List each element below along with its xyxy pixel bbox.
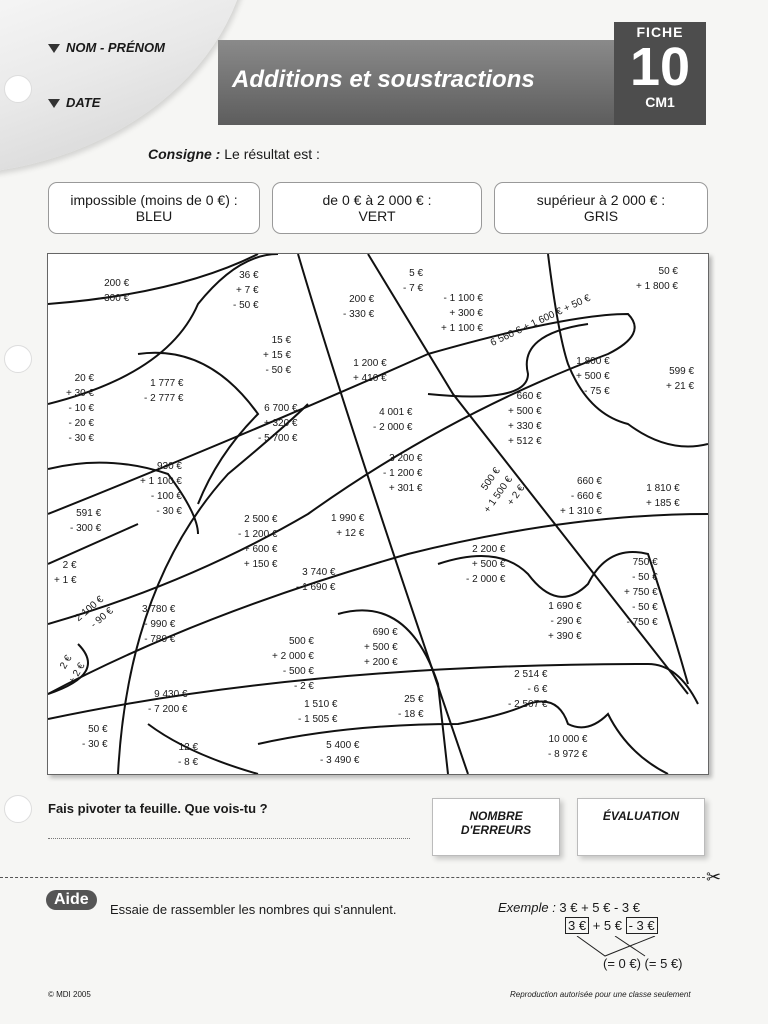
instruction: Consigne : Le résultat est : — [148, 146, 320, 162]
puzzle-cell: 9 430 € - 7 200 € — [148, 689, 188, 715]
puzzle-cell: 10 000 € - 8 972 € — [548, 734, 588, 760]
evaluation-box[interactable]: ÉVALUATION — [577, 798, 705, 856]
puzzle-cell: 50 € + 1 800 € — [636, 266, 678, 292]
puzzle-cell: 1 200 € + 410 € — [353, 358, 387, 384]
puzzle-cell: 500 € + 1 500 € + 2 € — [479, 465, 528, 516]
fiche-label: FICHE — [636, 24, 684, 40]
coloring-puzzle — [47, 253, 709, 775]
puzzle-cell: 1 510 € - 1 505 € — [298, 699, 338, 725]
puzzle-cell: 12 € - 8 € — [178, 742, 199, 768]
puzzle-cell: 2 € + 2 € — [58, 653, 88, 686]
help-text: Essaie de rassembler les nombres qui s'annulent. — [110, 902, 397, 917]
date-field-label: DATE — [48, 95, 100, 110]
puzzle-cell: 4 001 € - 2 000 € — [373, 407, 413, 433]
puzzle-cell: 1 800 € + 500 € - 75 € — [576, 356, 610, 397]
triangle-icon — [48, 99, 60, 108]
scissors-icon: ✂ — [706, 867, 722, 887]
puzzle-cell: 930 € + 1 100 € - 100 € - 30 € — [140, 461, 182, 517]
reproduction-notice: Reproduction autorisée pour une classe seulement — [510, 990, 691, 999]
binder-hole — [4, 795, 32, 823]
puzzle-cell: 200 € - 330 € — [343, 294, 375, 320]
puzzle-cell: 2 € + 1 € — [54, 560, 77, 586]
puzzle-cell: 3 780 € - 990 € - 780 € — [142, 604, 176, 645]
legend-green: de 0 € à 2 000 € : VERT — [272, 182, 482, 234]
example-expression: Exemple : 3 € + 5 € - 3 € — [498, 900, 641, 915]
puzzle-cell: 5 € - 7 € — [403, 268, 424, 294]
puzzle-cell: 200 € - 300 € — [98, 278, 130, 304]
example-result: (= 0 €) (= 5 €) — [603, 956, 683, 971]
puzzle-cell: 6 700 € + 320 € - 5 700 € — [258, 403, 298, 444]
puzzle-cell: 2 500 € - 1 200 € + 600 € + 150 € — [238, 514, 278, 570]
fiche-number: 10 — [629, 37, 691, 97]
puzzle-cell: 3 200 € - 1 200 € + 301 € — [383, 453, 423, 494]
legend-grey: supérieur à 2 000 € : GRIS — [494, 182, 708, 234]
puzzle-cell: 36 € + 7 € - 50 € — [233, 270, 259, 311]
puzzle-cell: 2 200 € + 500 € - 2 000 € — [466, 544, 506, 585]
puzzle-cell: 2 514 € - 6 € - 2 507 € — [508, 669, 548, 710]
legend-blue: impossible (moins de 0 €) : BLEU — [48, 182, 260, 234]
rotate-question: Fais pivoter ta feuille. Que vois-tu ? — [48, 801, 268, 816]
puzzle-cell: 5 400 € - 3 490 € — [320, 740, 360, 766]
puzzle-cell: 6 560 € + 1 600 € + 50 € — [488, 292, 593, 349]
puzzle-cell: 660 € + 500 € + 330 € + 512 € — [508, 391, 542, 447]
puzzle-cell: 500 € + 2 000 € - 500 € - 2 € — [272, 636, 314, 692]
triangle-icon — [48, 44, 60, 53]
puzzle-cell: 1 990 € + 12 € — [331, 513, 365, 539]
puzzle-cell: 1 777 € - 2 777 € — [144, 378, 184, 404]
puzzle-cell: 25 € - 18 € — [398, 694, 424, 720]
name-field-label: NOM - PRÉNOM — [48, 40, 165, 55]
puzzle-cell: 15 € + 15 € - 50 € — [263, 335, 292, 376]
puzzle-cell: 591 € - 300 € — [70, 508, 102, 534]
cut-line — [0, 877, 705, 878]
binder-hole — [4, 75, 32, 103]
binder-hole — [4, 345, 32, 373]
copyright: © MDI 2005 — [48, 990, 91, 999]
puzzle-cell: 690 € + 500 € + 200 € — [364, 627, 398, 668]
help-badge: Aide — [46, 890, 97, 910]
puzzle-cell: 20 € + 30 € - 10 € - 20 € - 30 € — [66, 373, 95, 444]
puzzle-cell: 3 740 € - 1 690 € — [296, 567, 336, 593]
example-grouping: 3 € + 5 € - 3 € — [565, 918, 658, 933]
puzzle-cell: 599 € + 21 € — [666, 366, 695, 392]
puzzle-cell: 1 810 € + 185 € — [646, 483, 680, 509]
puzzle-cell: 660 € - 660 € + 1 310 € — [560, 476, 602, 517]
puzzle-cell: 50 € - 30 € — [82, 724, 108, 750]
grade-level: CM1 — [645, 94, 675, 110]
puzzle-cell: 2 100 € - 90 € — [73, 594, 116, 631]
puzzle-cell: 1 690 € - 290 € + 390 € — [548, 601, 582, 642]
worksheet-badge — [614, 22, 706, 125]
errors-count-box[interactable]: NOMBRE D'ERREURS — [432, 798, 560, 856]
puzzle-cell: 750 € - 50 € + 750 € - 50 € - 750 € — [624, 557, 658, 628]
answer-line[interactable] — [48, 838, 410, 839]
page-title: Additions et soustractions — [232, 66, 535, 93]
puzzle-cell: - 1 100 € + 300 € + 1 100 € — [441, 293, 483, 334]
